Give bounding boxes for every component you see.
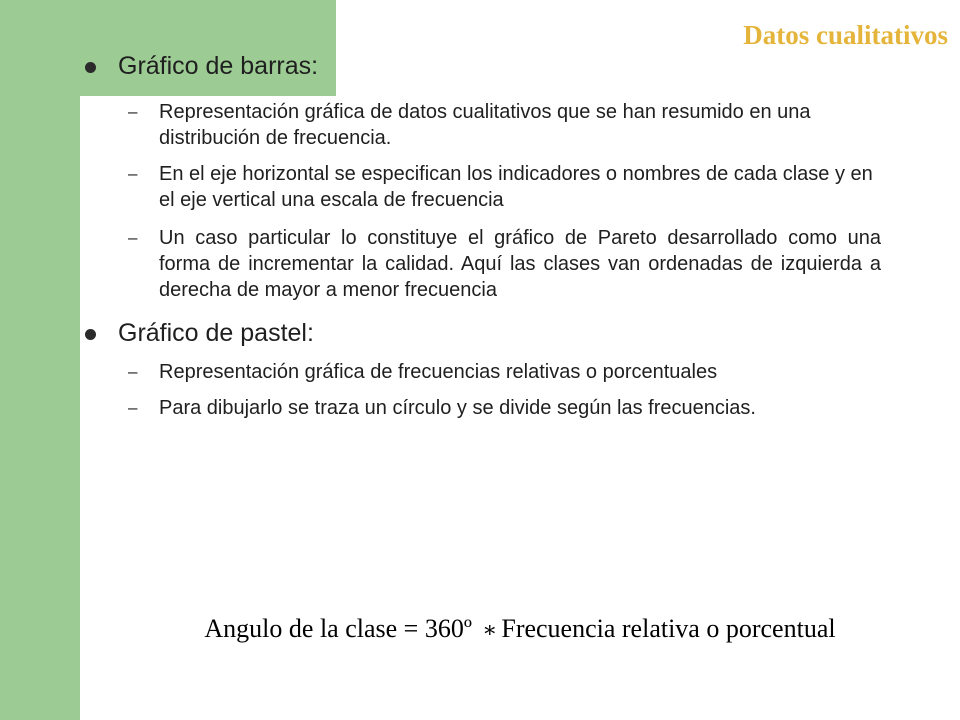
list-item [128, 359, 881, 385]
slide-content [80, 42, 960, 421]
dash-icon: – [128, 362, 138, 381]
dash-icon: – [128, 398, 138, 417]
bullet-dot-icon [85, 329, 96, 340]
section-heading-text: Gráfico de pastel: [118, 319, 314, 347]
bullet-dot-icon [85, 62, 96, 73]
left-decorative-band [0, 0, 80, 720]
formula-right-term: Frecuencia relativa o porcentual [501, 614, 836, 643]
formula-left-term: Angulo de la clase [204, 614, 398, 643]
section-pie-chart-heading [80, 317, 960, 349]
slide-title: Datos cualitativos [743, 20, 948, 50]
list-item-text: Representación gráfica de datos cualitativos que se han resumido en una distribución de frecuencia. [159, 101, 811, 149]
formula-equals-term: = 360º [403, 614, 472, 643]
list-item-text: Un caso particular lo constituye el gráfico de Pareto desarrollado como una forma de incrementar la calidad. Aquí las clases van ordenadas de izquierda a derecha de mayor a menor frecuencia [159, 227, 881, 301]
list-item [128, 161, 881, 213]
list-item [128, 99, 881, 151]
dash-icon: – [128, 164, 138, 183]
section-bar-chart-heading [80, 50, 960, 82]
list-item [128, 395, 881, 421]
dash-icon: – [128, 102, 138, 121]
list-item [128, 225, 881, 303]
formula-operator: ∗ [482, 617, 498, 642]
dash-icon: – [128, 228, 138, 247]
section-heading-text: Gráfico de barras: [118, 52, 319, 80]
list-item-text: En el eje horizontal se especifican los indicadores o nombres de cada clase y en el eje vertical una escala de frecuencia [159, 163, 873, 211]
list-item-text: Representación gráfica de frecuencias relativas o porcentuales [159, 361, 718, 383]
pie-angle-formula [80, 614, 960, 644]
list-item-text: Para dibujarlo se traza un círculo y se divide según las frecuencias. [159, 397, 756, 419]
